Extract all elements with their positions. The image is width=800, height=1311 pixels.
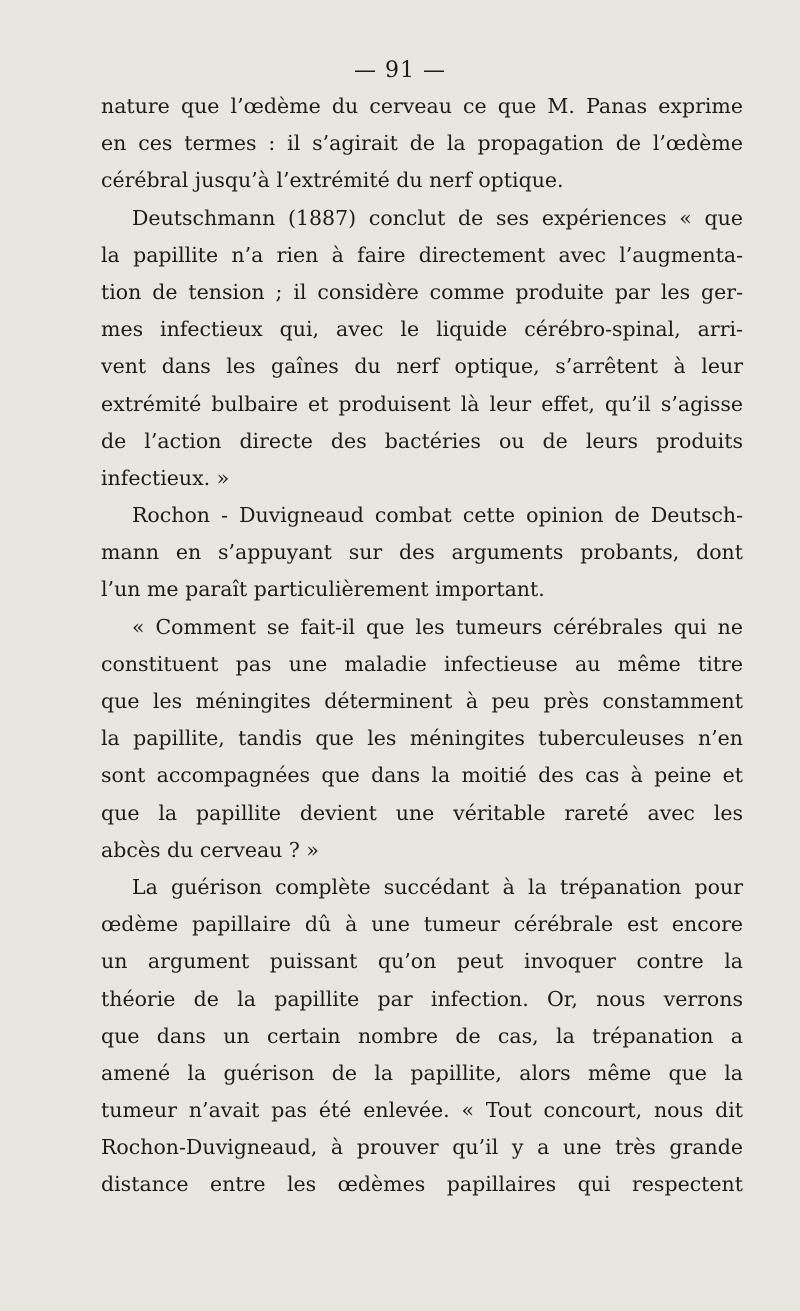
text-line: constituent pas une maladie infectieuse au même titre bbox=[101, 651, 743, 676]
text-line: La guérison complète succédant à la trépanation pour bbox=[132, 874, 743, 899]
text-line: nature que l’œdème du cerveau ce que M. Panas exprime bbox=[101, 94, 743, 118]
text-line: la papillite, tandis que les méningites tuberculeuses n’en bbox=[101, 726, 743, 751]
page-number: — 91 — bbox=[354, 58, 446, 83]
text-line: que la papillite devient une véritable rareté avec les bbox=[101, 800, 743, 825]
text-line: Rochon - Duvigneaud combat cette opinion de Deutsch- bbox=[132, 503, 743, 528]
text-line: que dans un certain nombre de cas, la trépanation a bbox=[101, 1023, 743, 1048]
text-line: Rochon-Duvigneaud, à prouver qu’il y a une très grande bbox=[101, 1135, 743, 1160]
text-line: tumeur n’avait pas été enlevée. « Tout concourt, nous dit bbox=[101, 1098, 743, 1123]
text-line: sont accompagnées que dans la moitié des cas à peine et bbox=[101, 763, 743, 788]
text-line: abcès du cerveau ? » bbox=[101, 837, 319, 862]
text-line: infectieux. » bbox=[101, 465, 230, 490]
text-line: mann en s’appuyant sur des arguments probants, dont bbox=[101, 540, 743, 565]
body-text bbox=[101, 88, 743, 1204]
text-line: tion de tension ; il considère comme produite par les ger- bbox=[101, 279, 743, 304]
text-line: amené la guérison de la papillite, alors même que la bbox=[101, 1060, 743, 1085]
text-line: de l’action directe des bactéries ou de leurs produits bbox=[101, 428, 743, 453]
text-line: vent dans les gaînes du nerf optique, s’arrêtent à leur bbox=[101, 354, 743, 379]
text-line: œdème papillaire dû à une tumeur cérébrale est encore bbox=[101, 912, 743, 937]
text-line: en ces termes : il s’agirait de la propagation de l’œdème bbox=[101, 131, 743, 156]
text-line: Deutschmann (1887) conclut de ses expériences « que bbox=[132, 205, 743, 230]
text-line: distance entre les œdèmes papillaires qui respectent bbox=[101, 1172, 743, 1197]
text-line: la papillite n’a rien à faire directement avec l’augmenta- bbox=[101, 242, 743, 267]
text-line: mes infectieux qui, avec le liquide cérébro-spinal, arri- bbox=[101, 317, 743, 342]
text-line: « Comment se fait-il que les tumeurs cérébrales qui ne bbox=[132, 614, 743, 639]
text-line: cérébral jusqu’à l’extrémité du nerf optique. bbox=[101, 168, 564, 193]
text-line: l’un me paraît particulièrement important. bbox=[101, 577, 545, 602]
text-line: que les méningites déterminent à peu près constamment bbox=[101, 689, 743, 713]
text-line: extrémité bulbaire et produisent là leur effet, qu’il s’agisse bbox=[101, 391, 743, 416]
text-line: théorie de la papillite par infection. Or, nous verrons bbox=[101, 986, 743, 1011]
text-line: un argument puissant qu’on peut invoquer contre la bbox=[101, 949, 743, 974]
